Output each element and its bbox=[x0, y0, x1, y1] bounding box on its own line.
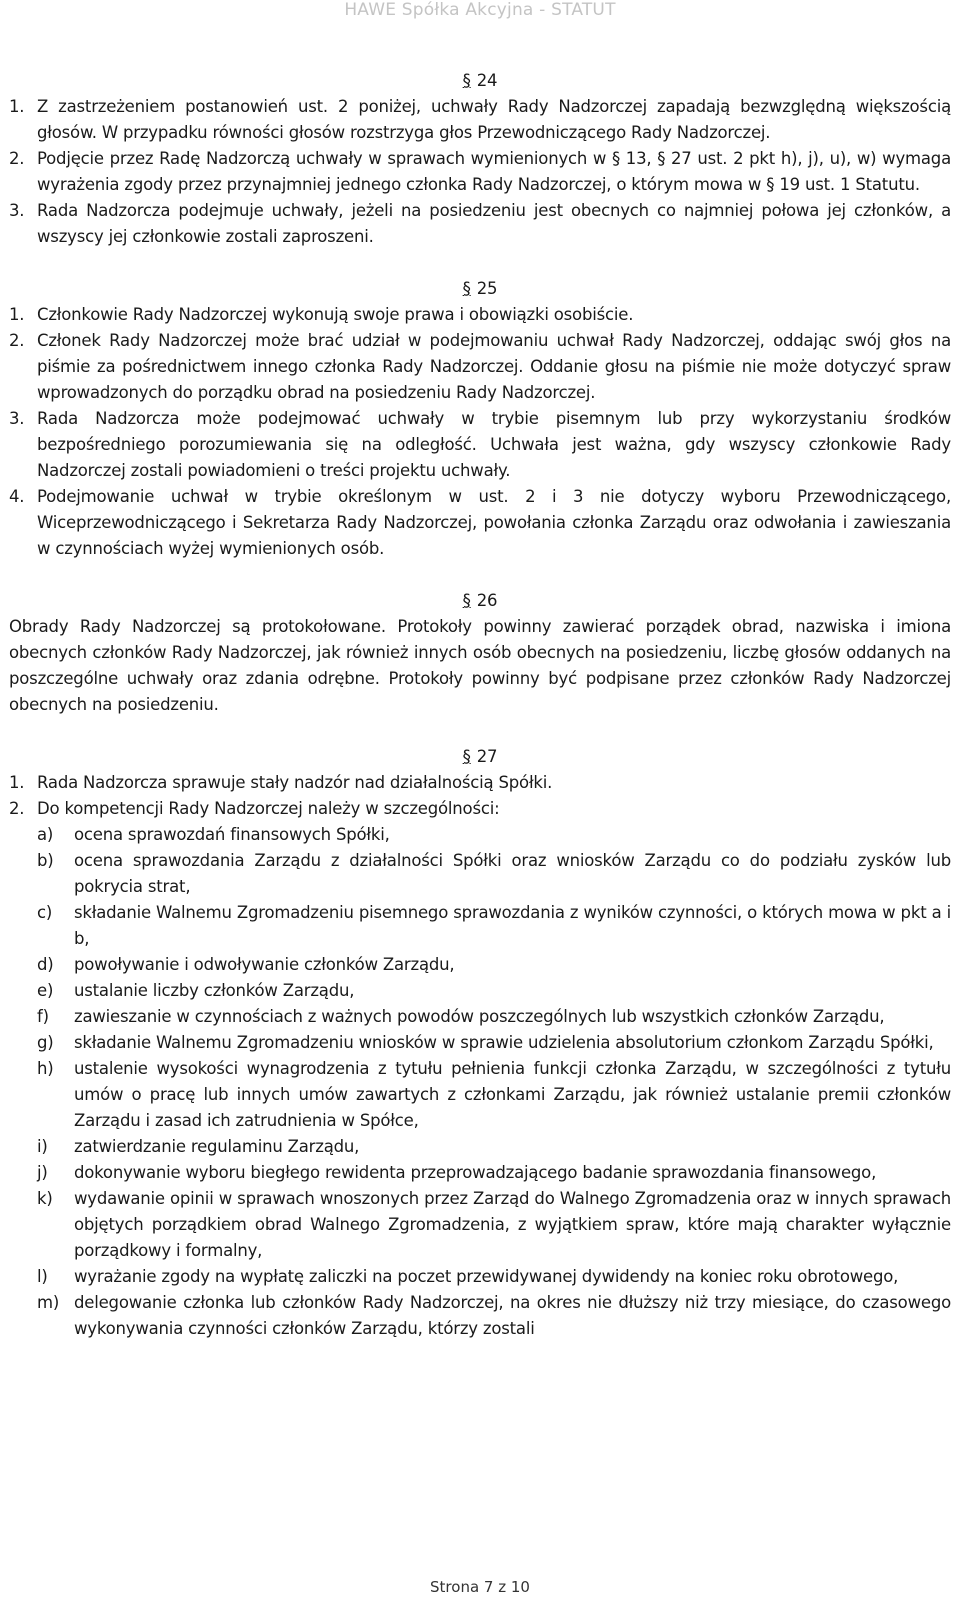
list-item-b bbox=[9, 848, 951, 900]
list-letter: i) bbox=[37, 1137, 48, 1156]
list-text: wydawanie opinii w sprawach wnoszonych przez Zarząd do Walnego Zgromadzenia oraz w innych sprawach objętych porządkiem obrad Walnego Zgromadzenia, z wyjątkiem spraw, które mają charakter wyłącznie porządkowy i formalny, bbox=[74, 1189, 951, 1260]
list-item-k bbox=[9, 1186, 951, 1264]
paragraph-number: 2. bbox=[9, 149, 25, 168]
page-number: Strona 7 z 10 bbox=[430, 1578, 530, 1596]
paragraph-number: 2. bbox=[9, 799, 25, 818]
paragraph-number: 1. bbox=[9, 773, 25, 792]
list-letter: m) bbox=[37, 1293, 60, 1312]
list-text: ocena sprawozdań finansowych Spółki, bbox=[74, 825, 390, 844]
section-symbol: § bbox=[462, 279, 471, 298]
section-number: 27 bbox=[476, 747, 498, 766]
section-heading-27 bbox=[9, 744, 951, 770]
list-letter: g) bbox=[37, 1033, 54, 1052]
paragraph-25-3 bbox=[9, 406, 951, 484]
list-item-l bbox=[9, 1264, 951, 1290]
list-item-h bbox=[9, 1056, 951, 1134]
list-text: powoływanie i odwoływanie członków Zarządu, bbox=[74, 955, 455, 974]
list-item-i bbox=[9, 1134, 951, 1160]
section-gap bbox=[9, 250, 951, 276]
section-number: 24 bbox=[476, 71, 498, 90]
paragraph-text: Podejmowanie uchwał w trybie określonym w ust. 2 i 3 nie dotyczy wyboru Przewodniczącego, Wiceprzewodniczącego i Sekretarza Rady Nadzorczej, powołania członka Zarządu oraz odwołania i zawieszania w czynnościach wyżej wymienionych osób. bbox=[37, 487, 951, 558]
list-text: delegowanie członka lub członków Rady Nadzorczej, na okres nie dłuższy niż trzy miesiące, do czasowego wykonywania czynności członków Zarządu, którzy zostali bbox=[74, 1293, 951, 1338]
section-gap bbox=[9, 718, 951, 744]
list-text: składanie Walnemu Zgromadzeniu pisemnego sprawozdania z wyników czynności, o których mowa w pkt a i b, bbox=[74, 903, 951, 948]
paragraph-text: Rada Nadzorcza może podejmować uchwały w trybie pisemnym lub przy wykorzystaniu środków bezpośredniego porozumiewania się na odległość. Uchwała jest ważna, gdy wszyscy członkowie Rady Nadzorczej zostali powiadomieni o treści projektu uchwały. bbox=[37, 409, 951, 480]
list-text: dokonywanie wyboru biegłego rewidenta przeprowadzającego badanie sprawozdania finansowego, bbox=[74, 1163, 877, 1182]
paragraph-text: Do kompetencji Rady Nadzorczej należy w szczególności: bbox=[37, 799, 500, 818]
section-heading-24 bbox=[9, 68, 951, 94]
section-symbol: § bbox=[462, 591, 471, 610]
paragraph-25-2 bbox=[9, 328, 951, 406]
list-item-j bbox=[9, 1160, 951, 1186]
paragraph-number: 1. bbox=[9, 305, 25, 324]
list-letter: k) bbox=[37, 1189, 53, 1208]
list-letter: e) bbox=[37, 981, 54, 1000]
list-item-c bbox=[9, 900, 951, 952]
list-item-m bbox=[9, 1290, 951, 1342]
paragraph-24-2 bbox=[9, 146, 951, 198]
paragraph-number: 3. bbox=[9, 409, 25, 428]
list-letter: c) bbox=[37, 903, 53, 922]
list-item-f bbox=[9, 1004, 951, 1030]
paragraph-text: Rada Nadzorcza sprawuje stały nadzór nad działalnością Spółki. bbox=[37, 773, 553, 792]
paragraph-24-1 bbox=[9, 94, 951, 146]
paragraph-27-1 bbox=[9, 770, 951, 796]
list-text: ustalenie wysokości wynagrodzenia z tytułu pełnienia funkcji członka Zarządu, w szczególności z tytułu umów o pracę lub innych umów zawartych z członkami Zarządu, jak również ustalanie premii członków Zarządu i zasad ich zatrudnienia w Spółce, bbox=[74, 1059, 951, 1130]
list-letter: h) bbox=[37, 1059, 54, 1078]
list-text: wyrażanie zgody na wypłatę zaliczki na poczet przewidywanej dywidendy na koniec roku obrotowego, bbox=[74, 1267, 899, 1286]
paragraph-25-1 bbox=[9, 302, 951, 328]
section-heading-26 bbox=[9, 588, 951, 614]
list-item-g bbox=[9, 1030, 951, 1056]
paragraph-text: Członkowie Rady Nadzorczej wykonują swoje prawa i obowiązki osobiście. bbox=[37, 305, 634, 324]
page-header: HAWE Spółka Akcyjna - STATUT bbox=[344, 0, 616, 20]
paragraph-25-4 bbox=[9, 484, 951, 562]
paragraph-text: Członek Rady Nadzorczej może brać udział w podejmowaniu uchwał Rady Nadzorczej, oddając swój głos na piśmie za pośrednictwem innego członka Rady Nadzorczej. Oddanie głosu na piśmie nie może dotyczyć spraw wprowadzonych do porządku obrad na posiedzeniu Rady Nadzorczej. bbox=[37, 331, 951, 402]
list-letter: l) bbox=[37, 1267, 48, 1286]
list-letter: a) bbox=[37, 825, 54, 844]
section-gap bbox=[9, 562, 951, 588]
paragraph-27-2 bbox=[9, 796, 951, 822]
section-heading-25 bbox=[9, 276, 951, 302]
paragraph-text: Z zastrzeżeniem postanowień ust. 2 poniżej, uchwały Rady Nadzorczej zapadają bezwzględną większością głosów. W przypadku równości głosów rozstrzyga głos Przewodniczącego Rady Nadzorczej. bbox=[37, 97, 951, 142]
list-text: ustalanie liczby członków Zarządu, bbox=[74, 981, 355, 1000]
paragraph-text: Podjęcie przez Radę Nadzorczą uchwały w sprawach wymienionych w § 13, § 27 ust. 2 pkt h), j), u), w) wymaga wyrażenia zgody przez przynajmniej jednego członka Rady Nadzorczej, o którym mowa w § 19 ust. 1 Statutu. bbox=[37, 149, 951, 194]
paragraph-number: 3. bbox=[9, 201, 25, 220]
section-symbol: § bbox=[462, 747, 471, 766]
list-text: składanie Walnemu Zgromadzeniu wniosków w sprawie udzielenia absolutorium członkom Zarządu Spółki, bbox=[74, 1033, 934, 1052]
section-number: 25 bbox=[476, 279, 498, 298]
paragraph-number: 2. bbox=[9, 331, 25, 350]
list-item-d bbox=[9, 952, 951, 978]
list-item-a bbox=[9, 822, 951, 848]
list-letter: d) bbox=[37, 955, 54, 974]
section-number: 26 bbox=[476, 591, 498, 610]
list-letter: f) bbox=[37, 1007, 49, 1026]
paragraph-number: 4. bbox=[9, 487, 25, 506]
list-letter: j) bbox=[37, 1163, 48, 1182]
paragraph-26: Obrady Rady Nadzorczej są protokołowane. Protokoły powinny zawierać porządek obrad, nazwiska i imiona obecnych członków Rady Nadzorczej, jak również innych osób obecnych na posiedzeniu, liczbę głosów oddanych na poszczególne uchwały oraz zdania odrębne. Protokoły powinny być podpisane przez członków Rady Nadzorczej obecnych na posiedzeniu. bbox=[9, 617, 951, 714]
paragraph-24-3 bbox=[9, 198, 951, 250]
list-text: zawieszanie w czynnościach z ważnych powodów poszczególnych lub wszystkich członków Zarządu, bbox=[74, 1007, 885, 1026]
section-symbol: § bbox=[462, 71, 471, 90]
paragraph-text: Rada Nadzorcza podejmuje uchwały, jeżeli na posiedzeniu jest obecnych co najmniej połowa jej członków, a wszyscy jej członkowie zostali zaproszeni. bbox=[37, 201, 951, 246]
list-text: zatwierdzanie regulaminu Zarządu, bbox=[74, 1137, 360, 1156]
list-letter: b) bbox=[37, 851, 54, 870]
paragraph-number: 1. bbox=[9, 97, 25, 116]
list-text: ocena sprawozdania Zarządu z działalności Spółki oraz wniosków Zarządu co do podziału zysków lub pokrycia strat, bbox=[74, 851, 951, 896]
statute-content bbox=[9, 68, 951, 1342]
list-item-e bbox=[9, 978, 951, 1004]
